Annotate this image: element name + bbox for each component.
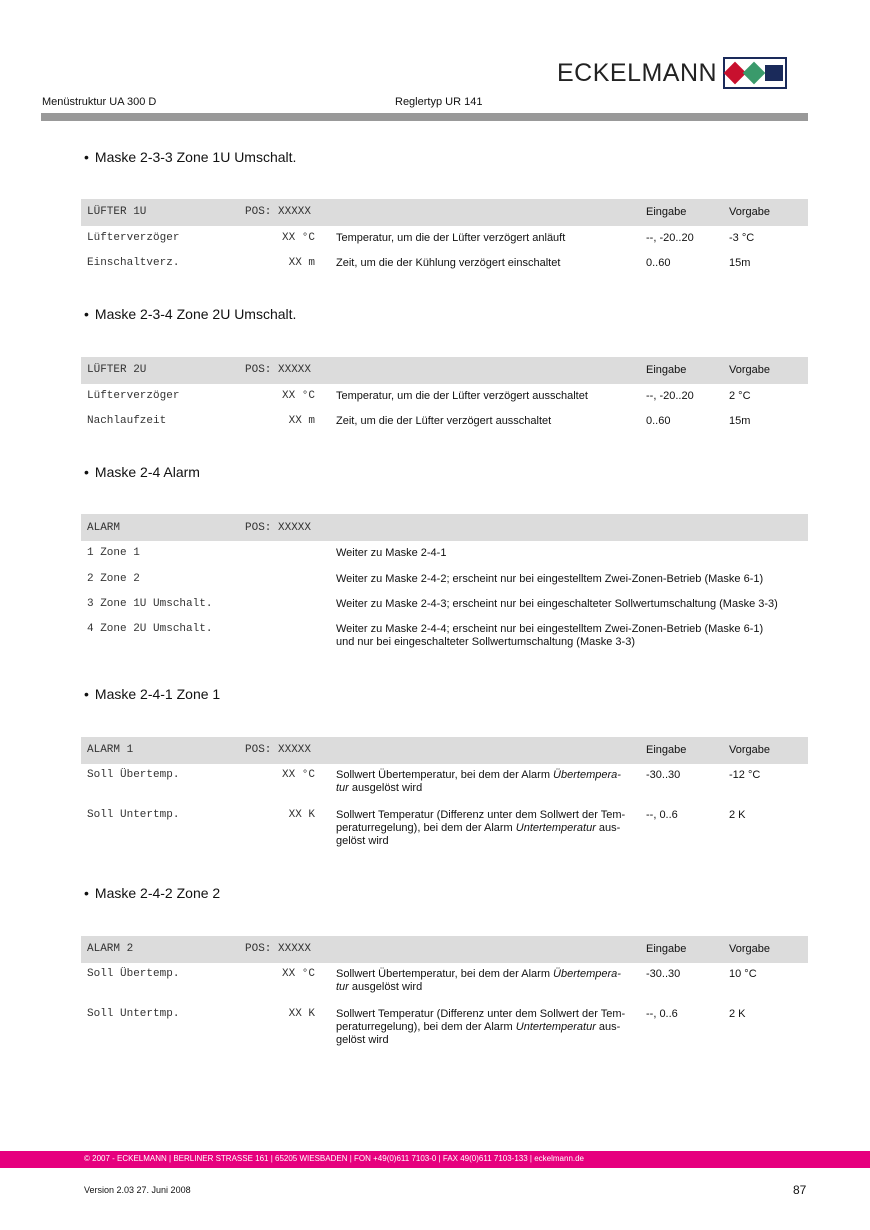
parameter-value: XX K (288, 809, 315, 821)
parameter-input-range: -30..30 (646, 769, 681, 781)
menu-entry-description: Weiter zu Maske 2-4-1 (336, 547, 447, 559)
table-header (81, 357, 808, 384)
parameter-input-range: 0..60 (646, 257, 671, 269)
parameter-value: XX °C (281, 390, 315, 402)
parameter-description: Temperatur, um die der Lüfter verzögert ausschaltet (336, 390, 588, 402)
parameter-input-range: -30..30 (646, 968, 681, 980)
mask-name: LÜFTER 1U (87, 206, 147, 218)
menu-entry-description: Weiter zu Maske 2-4-4; erscheint nur bei eingestelltem Zwei-Zonen-Betrieb (Maske 6-1) und nur bei eingeschalteter Sollwertumschaltung (Maske 3-3) (336, 623, 764, 648)
column-eingabe: Eingabe (646, 206, 687, 218)
parameter-description: Zeit, um die der Lüfter verzögert ausschaltet (336, 415, 552, 427)
parameter-input-range: --, -20..20 (646, 390, 694, 402)
parameter-input-range: --, 0..6 (646, 1008, 678, 1020)
header-controller-type: Reglertyp UR 141 (395, 96, 483, 108)
parameter-default: 15m (729, 415, 751, 427)
parameter-value: XX °C (281, 232, 315, 244)
menu-entry-description: Weiter zu Maske 2-4-2; erscheint nur bei eingestelltem Zwei-Zonen-Betrieb (Maske 6-1) (336, 573, 764, 585)
parameter-name: Nachlaufzeit (87, 415, 167, 427)
mask-position: POS: XXXXX (245, 364, 312, 376)
brand-mark-icon (723, 57, 787, 89)
column-vorgabe: Vorgabe (729, 206, 770, 218)
parameter-default: 10 °C (729, 968, 757, 980)
parameter-name: Lüfterverzöger (87, 390, 180, 402)
parameter-name: Soll Übertemp. (87, 968, 180, 980)
section-title: • Maske 2-3-4 Zone 2U Umschalt. (84, 306, 297, 322)
brand-name: ECKELMANN (557, 59, 718, 87)
parameter-input-range: --, -20..20 (646, 232, 694, 244)
mask-position: POS: XXXXX (245, 206, 312, 218)
parameter-name: Lüfterverzöger (87, 232, 180, 244)
column-eingabe: Eingabe (646, 364, 687, 376)
table-header (81, 936, 808, 963)
parameter-input-range: --, 0..6 (646, 809, 678, 821)
parameter-default: 2 K (729, 1008, 746, 1020)
mask-name: ALARM 2 (87, 943, 134, 955)
table-header (81, 737, 808, 764)
parameter-value: XX m (288, 415, 315, 427)
brand-logo (557, 58, 787, 88)
menu-entry: 3 Zone 1U Umschalt. (87, 598, 213, 610)
parameter-description: Sollwert Übertemperatur, bei dem der Alarm Übertempera- tur ausgelöst wird (336, 968, 621, 993)
footer-contact: © 2007 - ECKELMANN | BERLINER STRASSE 161 | 65205 WIESBADEN | FON +49(0)611 7103-0 | FAX 49(0)611 7103-133 | eckelmann.de (84, 1154, 585, 1163)
parameter-value: XX K (288, 1008, 315, 1020)
parameter-name: Einschaltverz. (87, 257, 180, 269)
section-title: • Maske 2-4-2 Zone 2 (84, 885, 221, 901)
mask-position: POS: XXXXX (245, 744, 312, 756)
parameter-default: 2 °C (729, 390, 751, 402)
table-header (81, 514, 808, 541)
header-document-title: Menüstruktur UA 300 D (42, 96, 157, 108)
parameter-name: Soll Übertemp. (87, 769, 180, 781)
parameter-default: -12 °C (729, 769, 761, 781)
column-vorgabe: Vorgabe (729, 364, 770, 376)
header-divider (41, 113, 808, 121)
parameter-value: XX m (288, 257, 315, 269)
section-title: • Maske 2-4 Alarm (84, 464, 200, 480)
mask-position: POS: XXXXX (245, 522, 312, 534)
parameter-default: -3 °C (729, 232, 755, 244)
parameter-input-range: 0..60 (646, 415, 671, 427)
parameter-description: Sollwert Übertemperatur, bei dem der Alarm Übertempera- tur ausgelöst wird (336, 769, 621, 794)
menu-entry: 4 Zone 2U Umschalt. (87, 623, 213, 635)
document-version: Version 2.03 27. Juni 2008 (84, 1185, 191, 1195)
parameter-description: Temperatur, um die der Lüfter verzögert anläuft (336, 232, 566, 244)
section-title: • Maske 2-4-1 Zone 1 (84, 686, 221, 702)
parameter-default: 15m (729, 257, 751, 269)
parameter-default: 2 K (729, 809, 746, 821)
parameter-description: Zeit, um die der Kühlung verzögert einschaltet (336, 257, 561, 269)
mask-name: ALARM (87, 522, 121, 534)
menu-entry-description: Weiter zu Maske 2-4-3; erscheint nur bei eingeschalteter Sollwertumschaltung (Maske 3-3) (336, 598, 778, 610)
mask-name: ALARM 1 (87, 744, 134, 756)
mask-position: POS: XXXXX (245, 943, 312, 955)
page-number: 87 (793, 1183, 807, 1197)
menu-entry: 1 Zone 1 (87, 547, 140, 559)
column-eingabe: Eingabe (646, 943, 687, 955)
section-title: • Maske 2-3-3 Zone 1U Umschalt. (84, 149, 297, 165)
parameter-value: XX °C (281, 968, 315, 980)
table-header (81, 199, 808, 226)
parameter-name: Soll Untertmp. (87, 1008, 180, 1020)
parameter-value: XX °C (281, 769, 315, 781)
parameter-description: Sollwert Temperatur (Differenz unter dem Sollwert der Tem- peraturregelung), bei dem der Alarm Untertemperatur aus- gelöst wird (336, 1008, 626, 1046)
column-vorgabe: Vorgabe (729, 744, 770, 756)
menu-entry: 2 Zone 2 (87, 573, 140, 585)
parameter-name: Soll Untertmp. (87, 809, 180, 821)
column-vorgabe: Vorgabe (729, 943, 770, 955)
mask-name: LÜFTER 2U (87, 364, 147, 376)
parameter-description: Sollwert Temperatur (Differenz unter dem Sollwert der Tem- peraturregelung), bei dem der Alarm Untertemperatur aus- gelöst wird (336, 809, 626, 847)
column-eingabe: Eingabe (646, 744, 687, 756)
